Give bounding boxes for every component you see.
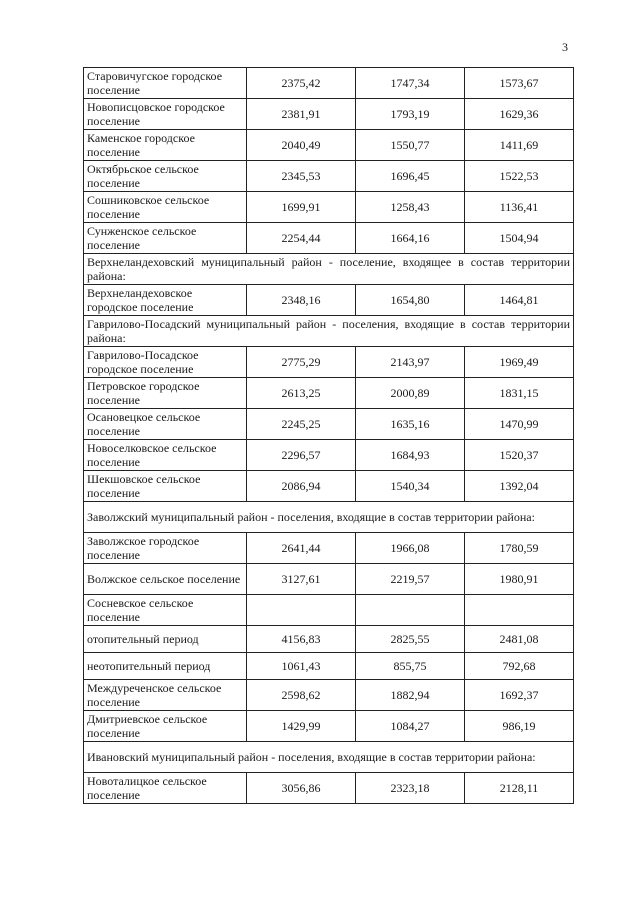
- value-cell-3: 1136,41: [465, 192, 574, 223]
- settlement-name-cell: Новописцовское городское поселение: [84, 99, 247, 130]
- settlement-name-cell: Междуреченское сельское поселение: [84, 680, 247, 711]
- table-row: [84, 773, 574, 804]
- value-cell-3: 2481,08: [465, 626, 574, 653]
- table-row: [84, 130, 574, 161]
- value-cell-1: 2086,94: [247, 471, 356, 502]
- table-row: [84, 564, 574, 595]
- settlement-name-cell: Октябрьское сельское поселение: [84, 161, 247, 192]
- section-header-text: Ивановский муниципальный район - поселения, входящие в состав территории района:: [84, 742, 574, 773]
- table-body: [84, 68, 574, 804]
- section-header-text: Гаврилово-Посадский муниципальный район - поселения, входящие в состав территории района:: [84, 316, 574, 347]
- table-row: [84, 99, 574, 130]
- value-cell-2: 2323,18: [356, 773, 465, 804]
- settlement-name-cell: Сошниковское сельское поселение: [84, 192, 247, 223]
- table-row: [84, 285, 574, 316]
- value-cell-3: 1969,49: [465, 347, 574, 378]
- value-cell-1: 2775,29: [247, 347, 356, 378]
- table-row: [84, 653, 574, 680]
- value-cell-3: 1780,59: [465, 533, 574, 564]
- value-cell-2: 1966,08: [356, 533, 465, 564]
- value-cell-1: [247, 595, 356, 626]
- value-cell-2: 1540,34: [356, 471, 465, 502]
- table-row: [84, 626, 574, 653]
- value-cell-3: 1464,81: [465, 285, 574, 316]
- value-cell-2: 1696,45: [356, 161, 465, 192]
- table-row: [84, 347, 574, 378]
- value-cell-3: 1522,53: [465, 161, 574, 192]
- value-cell-2: 1654,80: [356, 285, 465, 316]
- settlement-name-cell: Новоталицкое сельское поселение: [84, 773, 247, 804]
- value-cell-3: 792,68: [465, 653, 574, 680]
- value-cell-1: 1061,43: [247, 653, 356, 680]
- value-cell-1: 2641,44: [247, 533, 356, 564]
- value-cell-3: 1573,67: [465, 68, 574, 99]
- value-cell-2: 1635,16: [356, 409, 465, 440]
- value-cell-3: [465, 595, 574, 626]
- table-row: [84, 68, 574, 99]
- section-header-text: Верхнеландеховский муниципальный район - поселение, входящее в состав территории района:: [84, 254, 574, 285]
- value-cell-2: 2000,89: [356, 378, 465, 409]
- value-cell-3: 1692,37: [465, 680, 574, 711]
- value-cell-2: 1793,19: [356, 99, 465, 130]
- value-cell-3: 1392,04: [465, 471, 574, 502]
- value-cell-1: 2245,25: [247, 409, 356, 440]
- value-cell-1: 1429,99: [247, 711, 356, 742]
- table-row: [84, 161, 574, 192]
- settlement-name-cell: Верхнеландеховское городское поселение: [84, 285, 247, 316]
- page-number: 3: [562, 40, 568, 54]
- table-row: [84, 533, 574, 564]
- value-cell-3: 1520,37: [465, 440, 574, 471]
- value-cell-2: 2219,57: [356, 564, 465, 595]
- value-cell-3: 1411,69: [465, 130, 574, 161]
- value-cell-1: 2345,53: [247, 161, 356, 192]
- value-cell-1: 3056,86: [247, 773, 356, 804]
- table-row: [84, 680, 574, 711]
- value-cell-1: 2296,57: [247, 440, 356, 471]
- value-cell-2: 1882,94: [356, 680, 465, 711]
- value-cell-3: 1980,91: [465, 564, 574, 595]
- value-cell-1: 2381,91: [247, 99, 356, 130]
- table-row: [84, 471, 574, 502]
- settlement-name-cell: отопительный период: [84, 626, 247, 653]
- value-cell-2: 1684,93: [356, 440, 465, 471]
- value-cell-2: [356, 595, 465, 626]
- table-row: [84, 711, 574, 742]
- value-cell-1: 2348,16: [247, 285, 356, 316]
- value-cell-3: 1504,94: [465, 223, 574, 254]
- settlement-name-cell: Старовичугское городское поселение: [84, 68, 247, 99]
- table-row: [84, 192, 574, 223]
- settlement-name-cell: Волжское сельское поселение: [84, 564, 247, 595]
- value-cell-3: 1629,36: [465, 99, 574, 130]
- settlement-name-cell: Петровское городское поселение: [84, 378, 247, 409]
- value-cell-1: 1699,91: [247, 192, 356, 223]
- value-cell-1: 4156,83: [247, 626, 356, 653]
- settlement-name-cell: Осановецкое сельское поселение: [84, 409, 247, 440]
- section-header-row: [84, 502, 574, 533]
- section-header-text: Заволжский муниципальный район - поселения, входящие в состав территории района:: [84, 502, 574, 533]
- settlement-name-cell: Дмитриевское сельское поселение: [84, 711, 247, 742]
- table-row: [84, 409, 574, 440]
- tariff-table: [83, 67, 574, 804]
- settlement-name-cell: Гаврилово-Посадское городское поселение: [84, 347, 247, 378]
- value-cell-1: 2254,44: [247, 223, 356, 254]
- table-row: [84, 223, 574, 254]
- table-row: [84, 378, 574, 409]
- value-cell-3: 1831,15: [465, 378, 574, 409]
- settlement-name-cell: Новоселковское сельское поселение: [84, 440, 247, 471]
- section-header-row: [84, 254, 574, 285]
- value-cell-1: 2375,42: [247, 68, 356, 99]
- value-cell-1: 3127,61: [247, 564, 356, 595]
- value-cell-2: 1550,77: [356, 130, 465, 161]
- value-cell-3: 2128,11: [465, 773, 574, 804]
- value-cell-3: 1470,99: [465, 409, 574, 440]
- value-cell-2: 1084,27: [356, 711, 465, 742]
- settlement-name-cell: Заволжское городское поселение: [84, 533, 247, 564]
- value-cell-1: 2040,49: [247, 130, 356, 161]
- settlement-name-cell: Сунженское сельское поселение: [84, 223, 247, 254]
- value-cell-2: 855,75: [356, 653, 465, 680]
- value-cell-1: 2613,25: [247, 378, 356, 409]
- section-header-row: [84, 316, 574, 347]
- settlement-name-cell: Каменское городское поселение: [84, 130, 247, 161]
- table-row: [84, 595, 574, 626]
- value-cell-2: 2143,97: [356, 347, 465, 378]
- value-cell-2: 1747,34: [356, 68, 465, 99]
- settlement-name-cell: Шекшовское сельское поселение: [84, 471, 247, 502]
- settlement-name-cell: неотопительный период: [84, 653, 247, 680]
- value-cell-3: 986,19: [465, 711, 574, 742]
- table-row: [84, 440, 574, 471]
- value-cell-2: 2825,55: [356, 626, 465, 653]
- section-header-row: [84, 742, 574, 773]
- value-cell-2: 1664,16: [356, 223, 465, 254]
- value-cell-2: 1258,43: [356, 192, 465, 223]
- settlement-name-cell: Сосневское сельское поселение: [84, 595, 247, 626]
- value-cell-1: 2598,62: [247, 680, 356, 711]
